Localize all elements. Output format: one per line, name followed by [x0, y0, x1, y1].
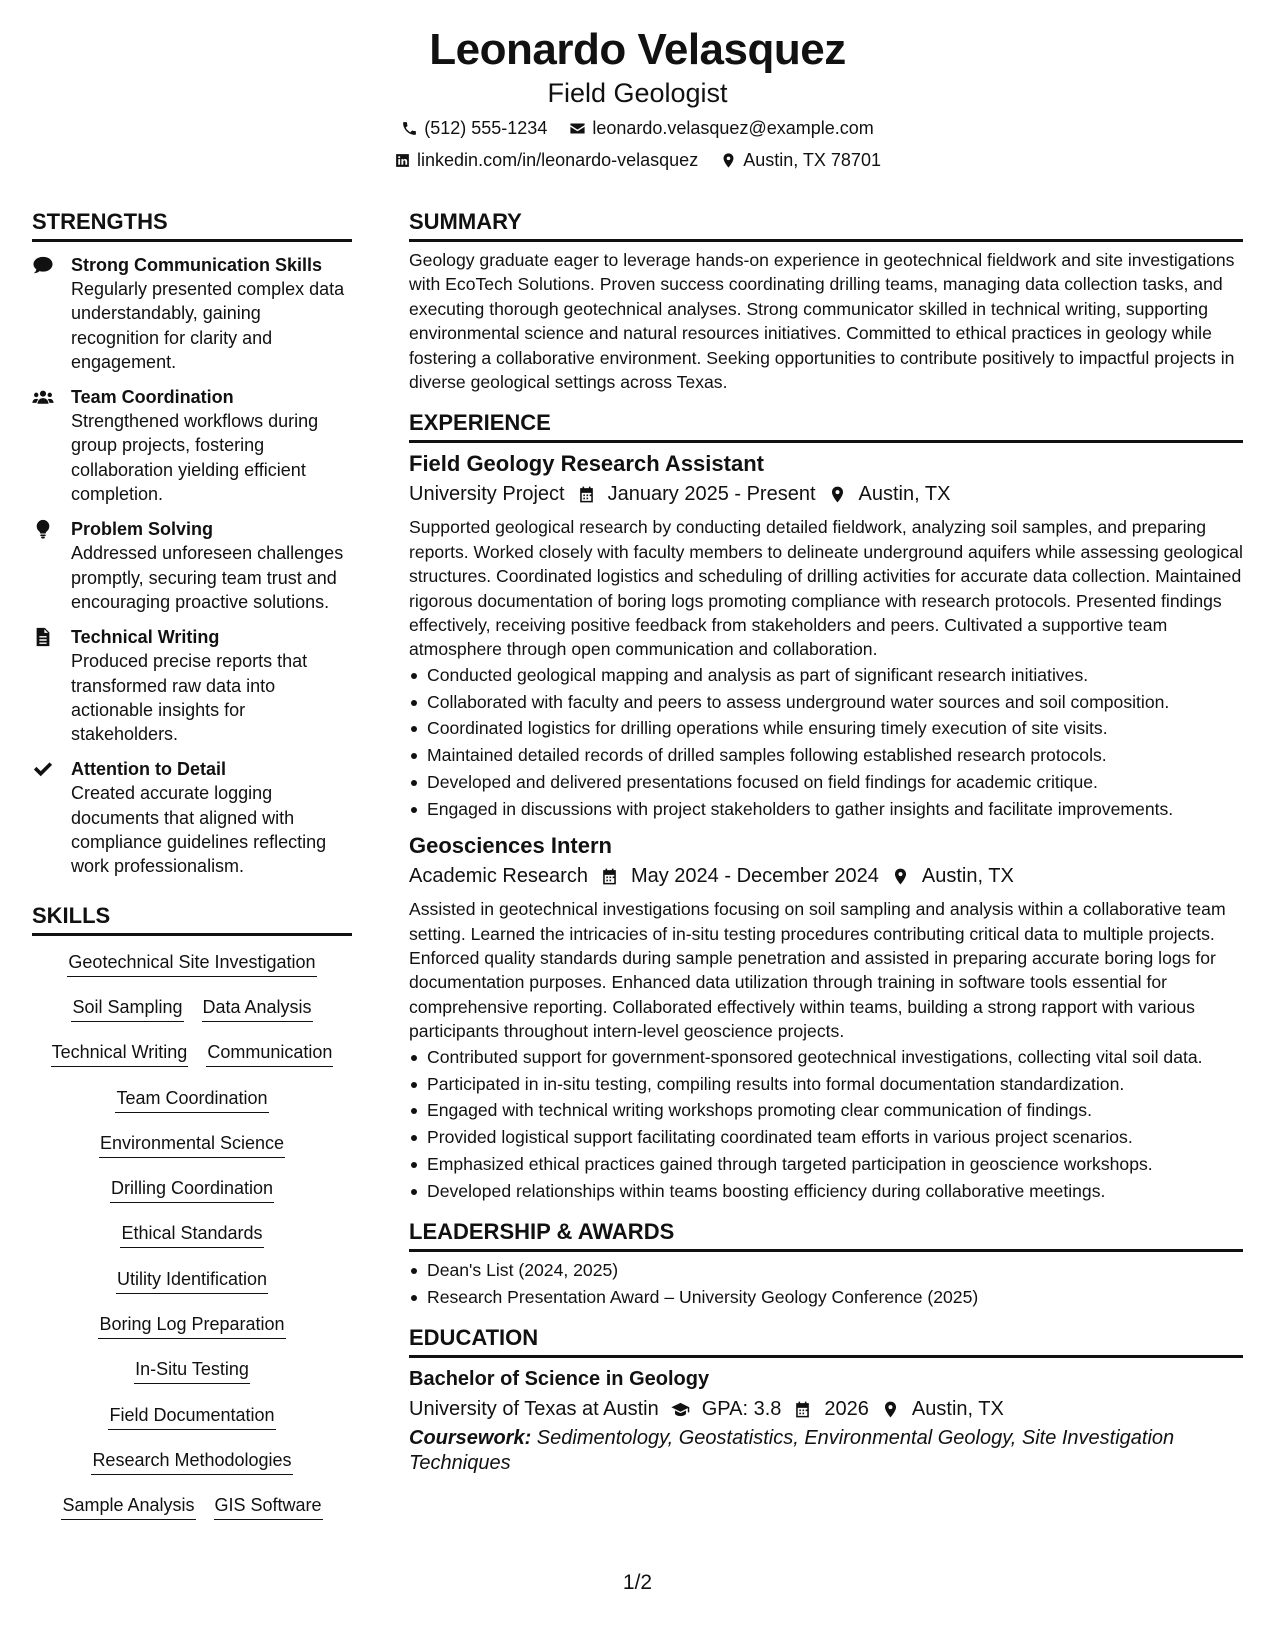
checkmark-icon: [32, 759, 54, 779]
job-bullets: [409, 1045, 1243, 1203]
location-text: Austin, TX 78701: [743, 150, 881, 170]
skill-tag: GIS Software: [214, 1493, 323, 1520]
list-item: Developed and delivered presentations focused on field findings for academic critique.: [409, 770, 1243, 794]
calendar-icon: [793, 1400, 812, 1419]
skill-tag: Drilling Coordination: [110, 1176, 274, 1203]
contact-phone: [401, 116, 547, 140]
awards-heading: LEADERSHIP & AWARDS: [409, 1217, 1243, 1252]
skill-tag: Team Coordination: [115, 1086, 268, 1113]
list-item: Collaborated with faculty and peers to assess underground water sources and soil composition.: [409, 690, 1243, 714]
job-description: Supported geological research by conducting detailed fieldwork, analyzing soil samples, and preparing reports. Worked closely with faculty members to delineate underground aquifers while assessing geological structures. Coordinated logistics and scheduling of drilling activities for accurate data collection. Maintained rigorous documentation of boring logs promoting compliance with research protocols. Presented findings effectively, receiving positive feedback from stakeholders and peers. Cultivated a supportive team atmosphere through open communication and collaboration.: [409, 517, 1243, 660]
strength-desc: Produced precise reports that transformed raw data into actionable insights for stakeholders.: [71, 651, 308, 745]
lightbulb-icon: [32, 519, 54, 539]
strength-title: Problem Solving: [71, 519, 214, 540]
envelope-icon: [569, 120, 586, 137]
job-meta: [409, 861, 1243, 891]
strengths-heading: STRENGTHS: [32, 207, 352, 242]
strength-item: [32, 625, 352, 746]
awards-list: [409, 1258, 1243, 1309]
job-bullets: [409, 663, 1243, 821]
job-description: Assisted in geotechnical investigations focusing on soil sampling and analysis within a collaborative team setting. Learned the intricacies of in-situ testing procedures contributing critical data to multiple projects. Enforced quality standards during sample penetration and assisted in preparing accurate boring logs for documentation purposes. Enhanced data utilization through training in software tools essential for comprehensive reporting. Collaborated effectively within teams, building a strong rapport with various participants throughout intern-level geoscience projects.: [409, 899, 1226, 1042]
skill-tag: Sample Analysis: [61, 1493, 195, 1520]
job-dates: May 2024 - December 2024: [630, 865, 879, 888]
skill-row: [32, 1267, 352, 1312]
list-item: Dean's List (2024, 2025): [409, 1258, 1243, 1282]
strength-item: [32, 385, 352, 506]
skill-tag: Data Analysis: [202, 995, 313, 1022]
skill-tag: Research Methodologies: [91, 1448, 292, 1475]
candidate-role: Field Geologist: [547, 78, 728, 108]
phone-icon: [401, 120, 418, 137]
school-name: University of Texas at Austin: [409, 1398, 659, 1421]
education-heading: EDUCATION: [409, 1323, 1243, 1358]
list-item: Contributed support for government-sponsored geotechnical investigations, collecting vital soil data.: [409, 1045, 1243, 1069]
strength-title: Team Coordination: [71, 387, 234, 408]
contact-location: [720, 148, 881, 172]
contact-row-2: [0, 148, 1275, 172]
skill-row: [32, 1312, 352, 1357]
job-location: Austin, TX: [921, 865, 1014, 888]
skill-tag: Boring Log Preparation: [98, 1312, 285, 1339]
map-pin-icon: [828, 485, 847, 504]
list-item: Coordinated logistics for drilling operations while ensuring timely execution of site visits.: [409, 716, 1243, 740]
map-pin-icon: [720, 152, 737, 169]
skill-row: [32, 1040, 352, 1085]
list-item: Research Presentation Award – University Geology Conference (2025): [409, 1285, 1243, 1309]
list-item: Emphasized ethical practices gained through targeted participation in geoscience workshops.: [409, 1152, 1243, 1176]
speech-bubble-icon: [32, 255, 54, 275]
strength-item: [32, 517, 352, 614]
contact-email[interactable]: [569, 116, 873, 140]
job-org: Academic Research: [409, 865, 588, 888]
graduation-cap-icon: [671, 1400, 690, 1419]
skill-row: [32, 950, 352, 995]
education-item: [409, 1364, 1243, 1476]
strength-item: [32, 757, 352, 878]
calendar-icon: [600, 867, 619, 886]
skill-tag: Soil Sampling: [71, 995, 183, 1022]
coursework-list: Sedimentology, Geostatistics, Environmental Geology, Site Investigation Techniques: [409, 1427, 1175, 1475]
list-item: Engaged in discussions with project stakeholders to gather insights and facilitate improvements.: [409, 797, 1243, 821]
strength-title: Attention to Detail: [71, 759, 226, 780]
job-org: University Project: [409, 483, 565, 506]
degree-title: Bachelor of Science in Geology: [409, 1368, 710, 1391]
list-item: Provided logistical support facilitating coordinated team efforts in various project scenarios.: [409, 1125, 1243, 1149]
skill-tag: Communication: [206, 1040, 333, 1067]
summary-heading: SUMMARY: [409, 207, 1243, 242]
job-title: Geosciences Intern: [409, 833, 612, 859]
list-item: Developed relationships within teams boosting efficiency during collaborative meetings.: [409, 1179, 1243, 1203]
calendar-icon: [577, 485, 596, 504]
map-pin-icon: [881, 1400, 900, 1419]
skill-row: [32, 995, 352, 1040]
right-column: [409, 207, 1243, 1476]
strength-item: [32, 253, 352, 374]
contact-row-1: [0, 116, 1275, 140]
email-link[interactable]: leonardo.velasquez@example.com: [592, 118, 874, 138]
job-title: Field Geology Research Assistant: [409, 451, 764, 477]
skills-heading: SKILLS: [32, 901, 352, 936]
skills-list: [32, 950, 352, 1539]
coursework: [409, 1426, 1243, 1476]
strength-desc: Created accurate logging documents that aligned with compliance guidelines reflecting work professionalism.: [71, 783, 327, 877]
coursework-label: Coursework:: [409, 1427, 532, 1450]
list-item: Engaged with technical writing workshops promoting clear communication of findings.: [409, 1098, 1243, 1122]
skill-row: [32, 1357, 352, 1402]
skill-tag: Geotechnical Site Investigation: [67, 950, 316, 977]
page-number: 1/2: [622, 1571, 653, 1594]
skill-tag: Technical Writing: [51, 1040, 189, 1067]
summary-text: Geology graduate eager to leverage hands-on experience in geotechnical fieldwork and site investigations with EcoTech Solutions. Proven success coordinating drilling teams, managing data collection tasks, and executing thorough geotechnical analyses. Strong communicator skilled in technical writing, supporting environmental science and natural resources initiatives. Committed to ethical practices in geology while fostering a collaborative environment. Seeking opportunities to contribute positively to impactful projects in diverse geological settings across Texas.: [409, 250, 1235, 393]
list-item: Maintained detailed records of drilled samples following established research protocols.: [409, 743, 1243, 767]
skill-row: [32, 1493, 352, 1538]
skill-row: [32, 1448, 352, 1493]
skill-tag: Ethical Standards: [120, 1221, 263, 1248]
strength-desc: Regularly presented complex data understandably, gaining recognition for clarity and engagement.: [71, 279, 345, 372]
gpa: GPA: 3.8: [701, 1398, 782, 1421]
document-icon: [32, 627, 54, 647]
users-icon: [32, 387, 54, 407]
skill-row: [32, 1086, 352, 1131]
skill-tag: Utility Identification: [116, 1267, 268, 1294]
list-item: Participated in in-situ testing, compiling results into formal documentation standardization.: [409, 1072, 1243, 1096]
map-pin-icon: [891, 867, 910, 886]
linkedin-link[interactable]: linkedin.com/in/leonardo-velasquez: [417, 150, 699, 170]
job-meta: [409, 479, 1243, 509]
education-meta: [409, 1394, 1243, 1424]
skill-row: [32, 1176, 352, 1221]
experience-heading: EXPERIENCE: [409, 408, 1243, 443]
list-item: Conducted geological mapping and analysis as part of significant research initiatives.: [409, 663, 1243, 687]
experience-item: [409, 831, 1243, 1203]
strength-desc: Addressed unforeseen challenges promptly, securing team trust and encouraging proactive solutions.: [71, 543, 344, 612]
candidate-name: Leonardo Velasquez: [429, 25, 846, 74]
phone-text: (512) 555-1234: [424, 118, 548, 138]
strength-title: Strong Communication Skills: [71, 255, 323, 275]
job-location: Austin, TX: [858, 483, 951, 506]
skill-row: [32, 1221, 352, 1266]
experience-item: [409, 449, 1243, 821]
strength-desc: Strengthened workflows during group projects, fostering collaboration yielding efficient completion.: [71, 411, 319, 505]
job-dates: January 2025 - Present: [607, 483, 816, 506]
grad-year: 2026: [824, 1398, 869, 1421]
skill-tag: Environmental Science: [99, 1131, 285, 1158]
strength-title: Technical Writing: [71, 627, 220, 648]
skill-tag: Field Documentation: [108, 1403, 275, 1430]
linkedin-icon: [394, 152, 411, 169]
school-location: Austin, TX: [911, 1398, 1004, 1421]
skill-row: [32, 1131, 352, 1176]
left-column: [32, 207, 352, 1539]
skill-row: [32, 1403, 352, 1448]
resume-header: [0, 22, 1275, 172]
skill-tag: In-Situ Testing: [134, 1357, 250, 1384]
contact-linkedin[interactable]: [394, 148, 698, 172]
